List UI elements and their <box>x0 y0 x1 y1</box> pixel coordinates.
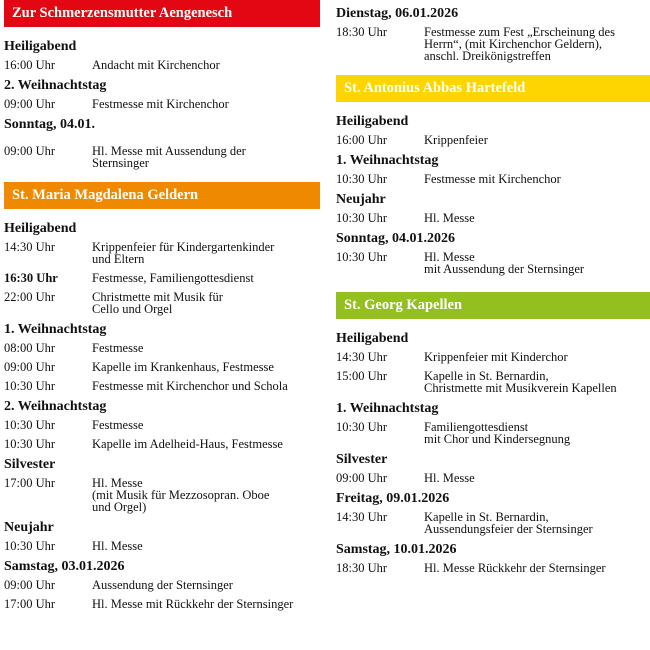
entry-time: 16:00 Uhr <box>4 58 56 72</box>
entry-text: Andacht mit Kirchenchor <box>92 58 220 72</box>
entry-time: 14:30 Uhr <box>4 240 56 254</box>
entry-text: Familiengottesdienst mit Chor und Kindersegnung <box>424 420 571 446</box>
entry-text: Festmesse mit Kirchenchor <box>424 172 561 186</box>
entry-text: Kapelle in St. Bernardin, Aussendungsfeier der Sternsinger <box>424 510 593 536</box>
entry-time: 10:30 Uhr <box>336 250 388 264</box>
entry-text: Hl. Messe <box>92 539 143 553</box>
schedule-entry <box>336 212 650 224</box>
schedule-entry <box>4 419 320 431</box>
schedule-entry <box>336 421 650 445</box>
day-heading: Sonntag, 04.01. <box>4 117 96 132</box>
day-heading: Neujahr <box>4 520 54 535</box>
entry-time: 09:00 Uhr <box>336 471 388 485</box>
entry-time: 18:30 Uhr <box>336 25 388 39</box>
day-heading: 2. Weihnachtstag <box>4 399 107 414</box>
entry-time: 09:00 Uhr <box>4 144 56 158</box>
schedule-entry <box>4 241 320 265</box>
schedule-entry <box>4 291 320 315</box>
entry-time: 10:30 Uhr <box>336 420 388 434</box>
kapellen-banner: St. Georg Kapellen <box>336 292 650 319</box>
day-heading: 2. Weihnachtstag <box>4 78 107 93</box>
day-heading: Freitag, 09.01.2026 <box>336 491 450 506</box>
day-heading: Sonntag, 04.01.2026 <box>336 231 456 246</box>
entry-time: 15:00 Uhr <box>336 369 388 383</box>
schedule-entry <box>336 472 650 484</box>
entry-text: Festmesse zum Fest „Erscheinung des Herrn“, (mit Kirchenchor Geldern), anschl. Dreikönigstreffen <box>424 25 615 63</box>
schedule-entry <box>4 380 320 392</box>
schedule-entry <box>336 251 650 275</box>
entry-time: 17:00 Uhr <box>4 476 56 490</box>
entry-time: 16:00 Uhr <box>336 133 388 147</box>
day-heading: Silvester <box>336 452 388 467</box>
entry-text: Kapelle im Adelheid-Haus, Festmesse <box>92 437 283 451</box>
entry-time: 16:30 Uhr <box>4 271 58 285</box>
schedule-entry <box>4 598 320 610</box>
day-heading: 1. Weihnachtstag <box>336 153 439 168</box>
entry-text: Hl. Messe mit Aussendung der Sternsinger <box>424 250 585 276</box>
right-column <box>336 0 650 581</box>
entry-text: Christmette mit Musik für Cello und Orgel <box>92 290 223 316</box>
entry-text: Hl. Messe Rückkehr der Sternsinger <box>424 561 606 575</box>
entry-text: Hl. Messe (mit Musik für Mezzosopran. Oboe und Orgel) <box>92 476 270 514</box>
day-heading: Dienstag, 06.01.2026 <box>336 6 459 21</box>
schedule-entry <box>4 342 320 354</box>
entry-text: Kapelle im Krankenhaus, Festmesse <box>92 360 274 374</box>
geldern-banner: St. Maria Magdalena Geldern <box>4 182 320 209</box>
day-heading: Samstag, 10.01.2026 <box>336 542 457 557</box>
schedule-entry <box>336 26 650 62</box>
schedule-entry <box>4 438 320 450</box>
aengenesch-banner: Zur Schmerzensmutter Aengenesch <box>4 0 320 27</box>
schedule-entry <box>336 370 650 394</box>
left-column <box>4 0 320 617</box>
entry-text: Hl. Messe mit Rückkehr der Sternsinger <box>92 597 294 611</box>
schedule-entry <box>4 540 320 552</box>
schedule-entry <box>336 562 650 574</box>
day-heading: Heiligabend <box>336 114 409 129</box>
schedule-entry <box>4 272 320 284</box>
day-heading: Neujahr <box>336 192 386 207</box>
schedule-entry <box>4 579 320 591</box>
entry-text: Hl. Messe <box>424 211 475 225</box>
entry-time: 09:00 Uhr <box>4 578 56 592</box>
entry-time: 09:00 Uhr <box>4 360 56 374</box>
entry-time: 17:00 Uhr <box>4 597 56 611</box>
schedule-entry <box>4 98 320 110</box>
entry-time: 10:30 Uhr <box>4 379 56 393</box>
hartefeld-banner: St. Antonius Abbas Hartefeld <box>336 75 650 102</box>
entry-text: Krippenfeier <box>424 133 488 147</box>
entry-text: Hl. Messe <box>424 471 475 485</box>
entry-text: Kapelle in St. Bernardin, Christmette mit Musikverein Kapellen <box>424 369 617 395</box>
entry-text: Festmesse, Familiengottesdienst <box>92 271 254 285</box>
entry-text: Krippenfeier mit Kinderchor <box>424 350 568 364</box>
day-heading: Silvester <box>4 457 56 472</box>
section-gap <box>336 282 650 292</box>
schedule-entry <box>336 511 650 535</box>
entry-time: 10:30 Uhr <box>336 172 388 186</box>
entry-text: Krippenfeier für Kindergartenkinder und Eltern <box>92 240 275 266</box>
day-heading: Heiligabend <box>336 331 409 346</box>
schedule-entry <box>336 173 650 185</box>
entry-text: Festmesse <box>92 341 144 355</box>
schedule-entry <box>4 145 320 169</box>
entry-time: 10:30 Uhr <box>336 211 388 225</box>
entry-time: 22:00 Uhr <box>4 290 56 304</box>
entry-text: Festmesse mit Kirchenchor <box>92 97 229 111</box>
schedule-entry <box>4 361 320 373</box>
entry-time: 09:00 Uhr <box>4 97 56 111</box>
entry-text: Aussendung der Sternsinger <box>92 578 233 592</box>
entry-time: 18:30 Uhr <box>336 561 388 575</box>
day-heading: Heiligabend <box>4 221 77 236</box>
schedule-entry <box>336 134 650 146</box>
entry-time: 14:30 Uhr <box>336 510 388 524</box>
entry-time: 10:30 Uhr <box>4 418 56 432</box>
entry-time: 10:30 Uhr <box>4 539 56 553</box>
entry-text: Hl. Messe mit Aussendung der Sternsinger <box>92 144 246 170</box>
entry-time: 10:30 Uhr <box>4 437 56 451</box>
schedule-entry <box>4 59 320 71</box>
entry-time: 14:30 Uhr <box>336 350 388 364</box>
entry-time: 08:00 Uhr <box>4 341 56 355</box>
day-heading: Heiligabend <box>4 39 77 54</box>
day-heading: Samstag, 03.01.2026 <box>4 559 125 574</box>
schedule-entry <box>336 351 650 363</box>
entry-text: Festmesse <box>92 418 144 432</box>
schedule-entry <box>4 477 320 513</box>
day-heading: 1. Weihnachtstag <box>336 401 439 416</box>
entry-text: Festmesse mit Kirchenchor und Schola <box>92 379 288 393</box>
day-heading: 1. Weihnachtstag <box>4 322 107 337</box>
